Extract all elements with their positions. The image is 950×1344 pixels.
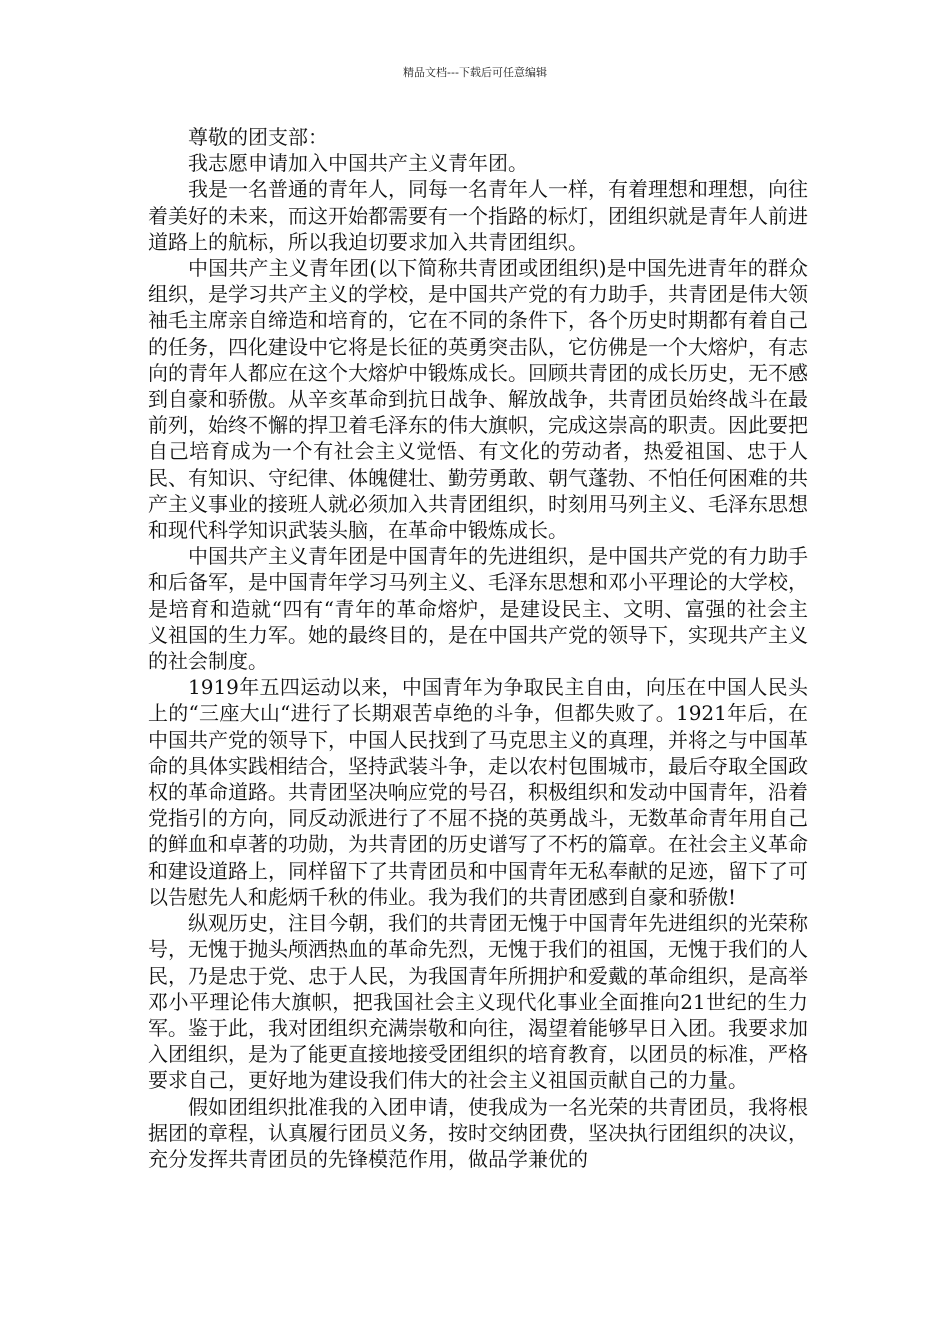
salutation: 尊敬的团支部： xyxy=(188,125,328,149)
paragraph-4: 中国共产主义青年团是中国青年的先进组织，是中国共产党的有力助手和后备军，是中国青年学习马列主义、毛泽东思想和邓小平理论的大学校，是培育和造就“四有“青年的革命熔炉，是建设民主、文明、富强的社会主义祖国的生力军。她的最终目的，是在中国共产党的领导下，实现共产主义的社会制度。 xyxy=(148,544,808,674)
paragraph-6: 纵观历史，注目今朝，我们的共青团无愧于中国青年先进组织的光荣称号，无愧于抛头颅洒热血的革命先烈，无愧于我们的祖国，无愧于我们的人民，乃是忠于党、忠于人民，为我国青年所拥护和爱戴的革命组织，是高举邓小平理论伟大旗帜，把我国社会主义现代化事业全面推向21世纪的生力军。鉴于此，我对团组织充满崇敬和向往，渴望着能够早日入团。我要求加入团组织，是为了能更直接地接受团组织的培育教育，以团员的标准，严格要求自己，更好地为建设我们伟大的社会主义祖国贡献自己的力量。 xyxy=(148,911,808,1093)
letter-body xyxy=(148,124,808,1172)
paragraph-2: 我是一名普通的青年人，同每一名青年人一样，有着理想和理想，向往着美好的未来，而这开始都需要有一个指路的标灯，团组织就是青年人前进道路上的航标，所以我迫切要求加入共青团组织。 xyxy=(148,177,808,254)
paragraph-5: 1919年五四运动以来，中国青年为争取民主自由，向压在中国人民头上的“三座大山“进行了长期艰苦卓绝的斗争，但都失败了。1921年后，在中国共产党的领导下，中国人民找到了马克思主义的真理，并将之与中国革命的具体实践相结合，坚持武装斗争，走以农村包围城市，最后夺取全国政权的革命道路。共青团坚决响应党的号召，积极组织和发动中国青年，沿着党指引的方向，同反动派进行了不屈不挠的英勇战斗，无数革命青年用自己的鲜血和卓著的功勋，为共青团的历史谱写了不朽的篇章。在社会主义革命和建设道路上，同样留下了共青团员和中国青年无私奉献的足迹，留下了可以告慰先人和彪炳千秋的伟业。我为我们的共青团感到自豪和骄傲! xyxy=(148,675,808,909)
paragraph-1: 我志愿申请加入中国共产主义青年团。 xyxy=(188,151,528,176)
paragraph-3: 中国共产主义青年团(以下简称共青团或团组织)是中国先进青年的群众组织，是学习共产主义的学校，是中国共产党的有力助手，共青团是伟大领袖毛主席亲自缔造和培育的，它在不同的条件下，各个历史时期都有着自己的任务，四化建设中它将是长征的英勇突击队，它仿佛是一个大熔炉，有志向的青年人都应在这个大熔炉中锻炼成长。回顾共青团的成长历史，无不感到自豪和骄傲。从辛亥革命到抗日战争、解放战争，共青团员始终战斗在最前列，始终不懈的捍卫着毛泽东的伟大旗帜，完成这崇高的职责。因此要把自己培育成为一个有社会主义觉悟、有文化的劳动者，热爱祖国、忠于人民、有知识、守纪律、体魄健壮、勤劳勇敢、朝气蓬勃、不怕任何困难的共产主义事业的接班人就必须加入共青团组织，时刻用马列主义、毛泽东思想和现代科学知识武装头脑，在革命中锻炼成长。 xyxy=(148,256,808,543)
page-header: 精品文档---下载后可任意编辑 xyxy=(403,66,547,79)
paragraph-7: 假如团组织批准我的入团申请，使我成为一名光荣的共青团员，我将根据团的章程，认真履行团员义务，按时交纳团费，坚决执行团组织的决议，充分发挥共青团员的先锋模范作用，做品学兼优的 xyxy=(148,1094,808,1171)
